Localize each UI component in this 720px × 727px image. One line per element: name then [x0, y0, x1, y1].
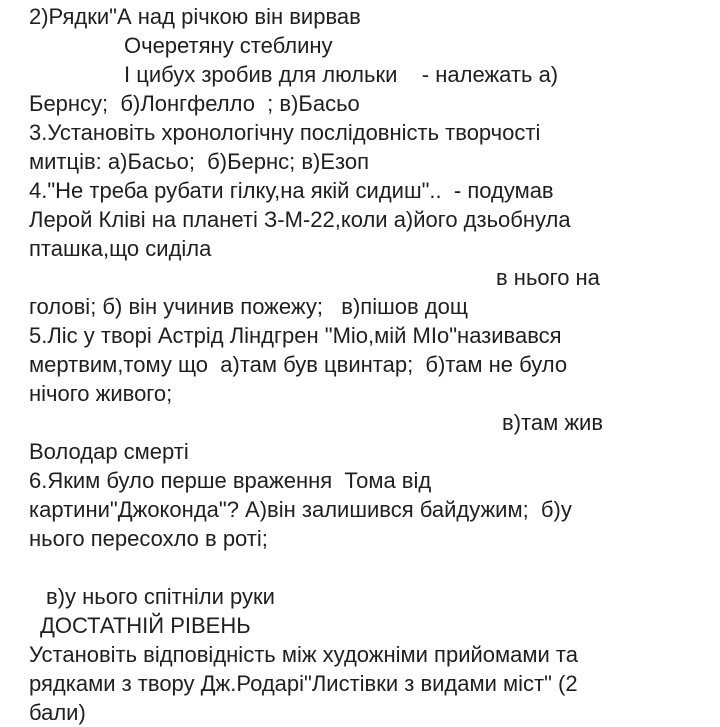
text-line: Володар смерті — [29, 439, 189, 464]
text-line: нього пересохло в роті; — [29, 526, 268, 551]
text-line: нічого живого; — [29, 381, 173, 406]
text-line: Установіть відповідність між художніми прийомами та — [29, 642, 578, 667]
text-line: І цибух зробив для люльки - належать а) — [124, 62, 559, 87]
heading-level: ДОСТАТНІЙ РІВЕНЬ — [40, 613, 251, 638]
text-line: Бернсу; б)Лонгфелло ; в)Басьо — [29, 91, 360, 116]
text-line: в)у нього спітніли руки — [46, 584, 275, 609]
text-line: в нього на — [496, 265, 600, 290]
text-line: 2)Рядки"А над річкою він вирвав — [29, 4, 361, 29]
text-line: 5.Ліс у творі Астрід Ліндгрен "Міо,мій МІо"називався — [29, 323, 562, 348]
text-line: пташка,що сиділа — [29, 236, 212, 261]
text-line: рядками з твору Дж.Родарі"Листівки з видами міст" (2 — [29, 671, 578, 696]
text-line: картини"Джоконда"? А)він залишився байдужим; б)у — [29, 497, 572, 522]
text-line: митців: а)Басьо; б)Бернс; в)Езоп — [29, 149, 370, 174]
text-line: 4."Не треба рубати гілку,на якій сидиш".. - подумав — [29, 178, 554, 203]
text-line: в)там жив — [502, 410, 604, 435]
text-line: Очеретяну стеблину — [124, 33, 333, 58]
text-line: мертвим,тому що а)там був цвинтар; б)там не було — [29, 352, 568, 377]
text-line: бали) — [29, 700, 86, 725]
text-line: Лерой Кліві на планеті З-М-22,коли а)його дзьобнула — [29, 207, 571, 232]
text-line: 3.Установіть хронологічну послідовність творчості — [29, 120, 541, 145]
text-line: 6.Яким було перше враження Тома від — [29, 468, 432, 493]
text-line: голові; б) він учинив пожежу; в)пішов дощ — [29, 294, 468, 319]
